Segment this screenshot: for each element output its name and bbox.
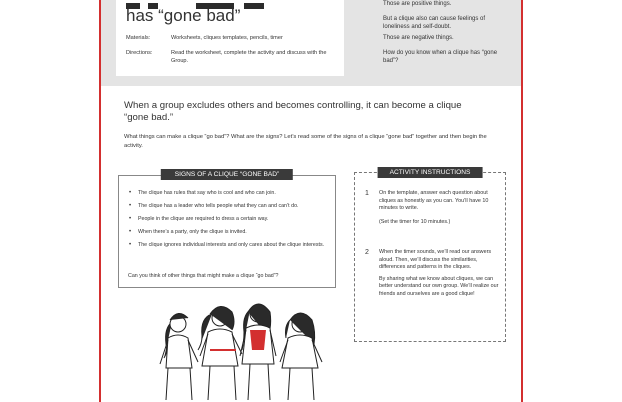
activity-step-2 bbox=[365, 249, 499, 339]
sign-item: • People in the clique are required to dress a certain way. bbox=[128, 215, 328, 223]
side-note: How do you know when a clique has “gone bad”? bbox=[383, 50, 498, 64]
step-number: 2 bbox=[365, 249, 369, 256]
signs-header: SIGNS OF A CLIQUE “GONE BAD” bbox=[161, 169, 293, 180]
signs-question: Can you think of other things that might make a clique “go bad”? bbox=[128, 273, 279, 279]
sign-item: • The clique has rules that say who is cool and who can join. bbox=[128, 189, 328, 197]
side-notes bbox=[383, 0, 513, 68]
step-number: 1 bbox=[365, 190, 369, 197]
girls-illustration bbox=[150, 300, 330, 400]
sign-item: • When there’s a party, only the clique is invited. bbox=[128, 228, 328, 236]
sign-item: • The clique has a leader who tells people what they can and can’t do. bbox=[128, 202, 328, 210]
directions-row bbox=[126, 49, 346, 67]
title-card bbox=[116, 0, 344, 76]
girl-figure bbox=[160, 313, 198, 400]
side-note: Those are positive things. bbox=[383, 1, 452, 7]
girl-figure bbox=[198, 306, 242, 400]
directions-label: Directions: bbox=[126, 50, 153, 56]
activity-box bbox=[354, 169, 506, 342]
girl-figure bbox=[240, 304, 276, 400]
step-closing: By sharing what we know about cliques, we can better understand our own group. We’ll realize our friends and ourselves are a good clique! bbox=[379, 275, 499, 297]
side-note: But a clique also can cause feelings of loneliness and self-doubt. bbox=[383, 16, 486, 30]
signs-box bbox=[118, 171, 336, 288]
signs-list bbox=[128, 189, 328, 254]
step-text: When the timer sounds, we’ll read our answers aloud. Then, we’ll discuss the similarities, differences and patterns in the cliques. bbox=[379, 249, 492, 271]
step-text: On the template, answer each question about cliques as honestly as you can. You’ll have 10 minutes to write. bbox=[379, 190, 489, 212]
page-subtitle: has “gone bad” bbox=[126, 6, 241, 25]
materials-label: Materials: bbox=[126, 35, 151, 41]
materials-value: Worksheets, cliques templates, pencils, timer bbox=[171, 35, 283, 41]
directions-value: Read the worksheet, complete the activity and discuss with the Group. bbox=[171, 50, 327, 64]
activity-header: ACTIVITY INSTRUCTIONS bbox=[378, 167, 483, 178]
lead-statement: When a group excludes others and becomes controlling, it can become a clique “gone bad.” bbox=[124, 100, 462, 123]
materials-row bbox=[126, 34, 346, 44]
side-note: Those are negative things. bbox=[383, 35, 454, 41]
step-note: (Set the timer for 10 minutes.) bbox=[379, 218, 451, 225]
activity-step-1 bbox=[365, 190, 499, 250]
intro-paragraph: What things can make a clique “go bad”? What are the signs? Let’s read some of the signs of a clique “gone bad” together and then begin the activity. bbox=[124, 134, 487, 149]
sign-item: • The clique ignores individual interests and only cares about the clique interests. bbox=[128, 241, 328, 249]
girl-figure bbox=[280, 313, 322, 400]
